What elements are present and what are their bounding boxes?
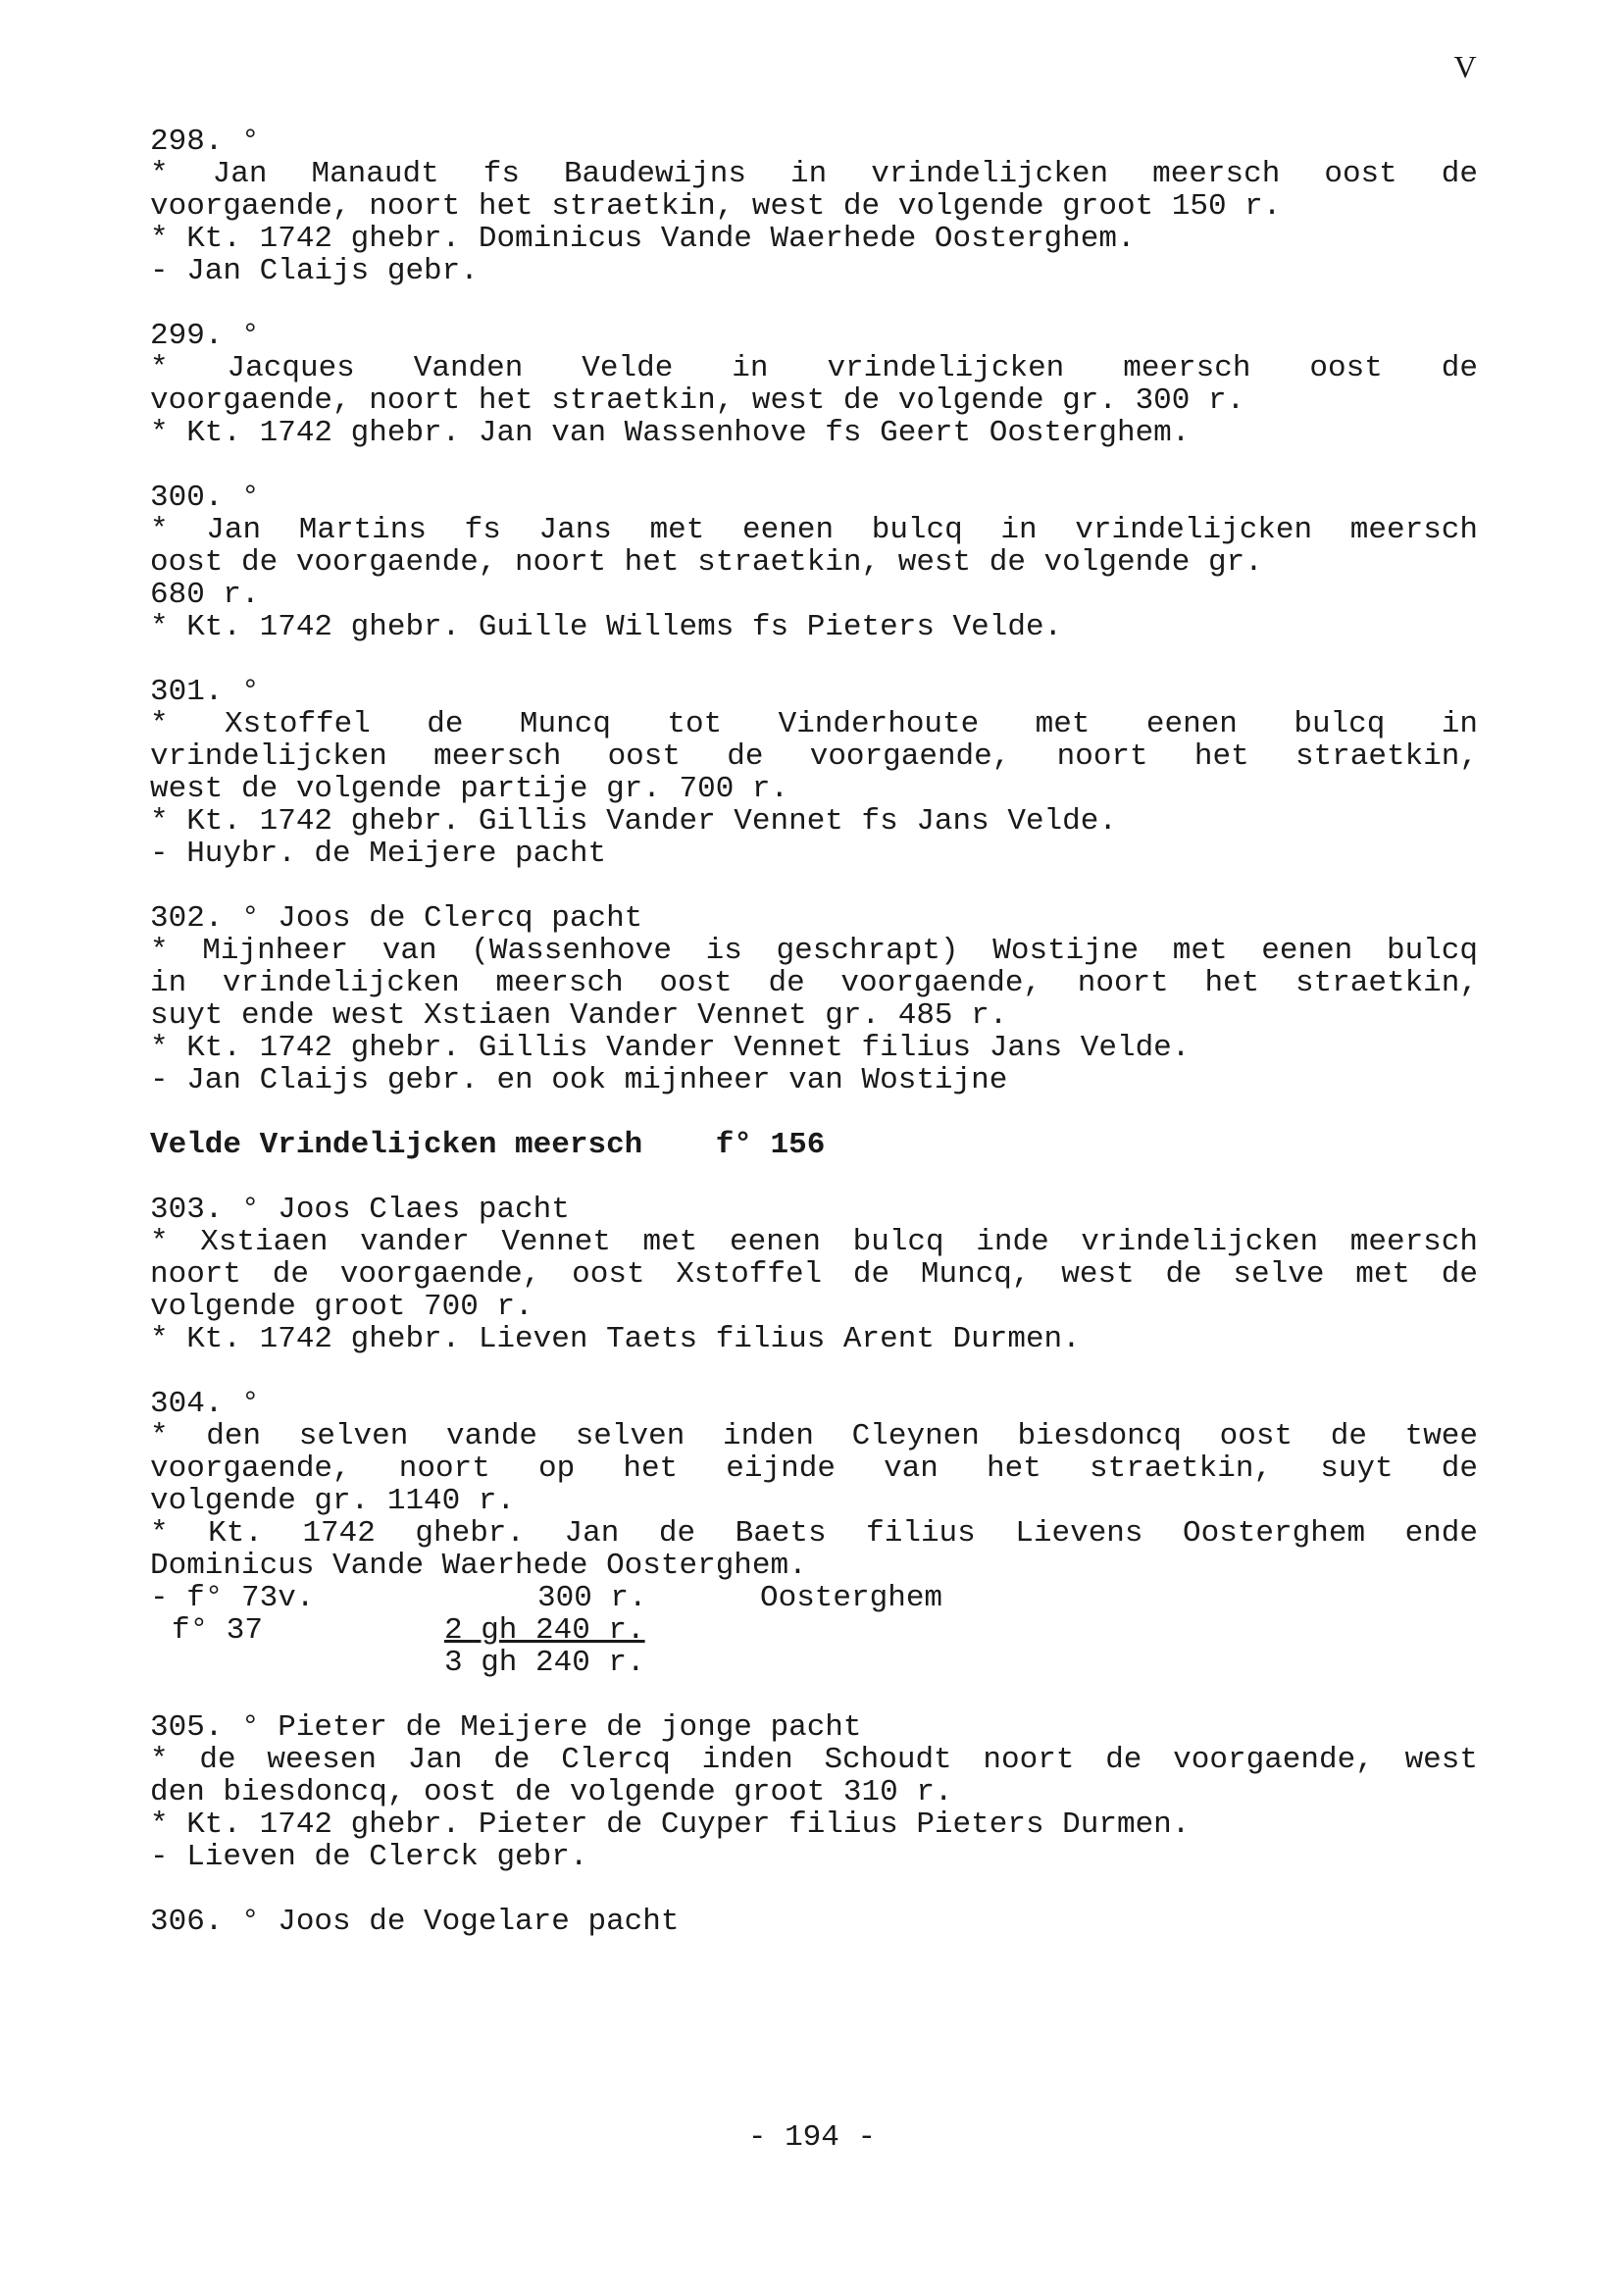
entry-line: * Kt. 1742 ghebr. Dominicus Vande Waerhede Oosterghem. xyxy=(150,222,1136,256)
entry-line: * Xstiaen vander Vennet met eenen bulcq inde vrindelijcken meersch xyxy=(150,1225,1478,1259)
tally-total: 3 gh 240 r. xyxy=(444,1646,645,1680)
entry-line: 298. ° xyxy=(150,125,260,159)
register-entry-e304 xyxy=(150,1388,1478,1679)
section-heading: Velde Vrindelijcken meersch f° 156 xyxy=(150,1128,826,1162)
tally-place: Oosterghem xyxy=(760,1581,943,1615)
register-entry-e299 xyxy=(150,320,1478,449)
entry-line: west de volgende partije gr. 700 r. xyxy=(150,772,789,806)
entry-line: * Xstoffel de Muncq tot Vinderhoute met eenen bulcq in xyxy=(150,707,1478,741)
entry-line: Dominicus Vande Waerhede Oosterghem. xyxy=(150,1549,807,1583)
entry-line: suyt ende west Xstiaen Vander Vennet gr. 485 r. xyxy=(150,998,1008,1033)
entry-line: 680 r. xyxy=(150,578,260,612)
entry-line: - Lieven de Clerck gebr. xyxy=(150,1840,588,1874)
entry-line: 302. ° Joos de Clercq pacht xyxy=(150,901,643,936)
tally-amount: 300 r. xyxy=(537,1581,647,1615)
entry-line: * Kt. 1742 ghebr. Pieter de Cuyper filius Pieters Durmen. xyxy=(150,1807,1191,1842)
entry-line: volgende gr. 1140 r. xyxy=(150,1484,516,1518)
entry-line: 305. ° Pieter de Meijere de jonge pacht xyxy=(150,1710,862,1745)
entry-line: den biesdoncq, oost de volgende groot 310 r. xyxy=(150,1775,953,1809)
entry-line: 299. ° xyxy=(150,319,260,353)
entry-line: * Kt. 1742 ghebr. Jan van Wassenhove fs Geert Oosterghem. xyxy=(150,416,1191,450)
entry-line: voorgaende, noort het straetkin, west de volgende gr. 300 r. xyxy=(150,383,1245,418)
entry-line: * Kt. 1742 ghebr. Guille Willems fs Pieters Velde. xyxy=(150,610,1063,644)
entry-line: - Jan Claijs gebr. en ook mijnheer van Wostijne xyxy=(150,1063,1008,1097)
entry-line: voorgaende, noort het straetkin, west de volgende groot 150 r. xyxy=(150,189,1282,224)
register-entry-e303 xyxy=(150,1194,1478,1355)
register-entry-e302 xyxy=(150,902,1478,1096)
entry-line: * Kt. 1742 ghebr. Gillis Vander Vennet filius Jans Velde. xyxy=(150,1031,1191,1065)
entry-line: oost de voorgaende, noort het straetkin, west de volgende gr. xyxy=(150,545,1263,580)
entry-line: 303. ° Joos Claes pacht xyxy=(150,1193,570,1227)
page-number: - 194 - xyxy=(747,2120,877,2155)
entry-line: vrindelijcken meersch oost de voorgaende, noort het straetkin, xyxy=(150,739,1478,774)
entry-line: volgende groot 700 r. xyxy=(150,1290,533,1324)
tally-amount: 2 gh 240 r. xyxy=(444,1613,645,1648)
register-entry-e306 xyxy=(150,1906,1478,1938)
entry-line: * Jan Martins fs Jans met eenen bulcq in vrindelijcken meersch xyxy=(150,513,1478,547)
entry-line: * Mijnheer van (Wassenhove is geschrapt) Wostijne met eenen bulcq xyxy=(150,934,1478,968)
entry-line: * Kt. 1742 ghebr. Gillis Vander Vennet fs Jans Velde. xyxy=(150,804,1117,839)
entry-line: * den selven vande selven inden Cleynen biesdoncq oost de twee xyxy=(150,1419,1478,1453)
entry-line: in vrindelijcken meersch oost de voorgaende, noort het straetkin, xyxy=(150,966,1478,1000)
entry-line: voorgaende, noort op het eijnde van het straetkin, suyt de xyxy=(150,1451,1478,1486)
entries-block-2 xyxy=(150,1194,1478,1938)
register-body xyxy=(150,126,1478,1970)
entry-line: * Jacques Vanden Velde in vrindelijcken meersch oost de xyxy=(150,351,1478,385)
entry-line: 304. ° xyxy=(150,1387,260,1421)
tally-folio: - f° 73v. xyxy=(150,1581,315,1615)
register-entry-e305 xyxy=(150,1711,1478,1873)
entry-line: 300. ° xyxy=(150,481,260,515)
register-entry-e300 xyxy=(150,482,1478,643)
entry-line: * Kt. 1742 ghebr. Lieven Taets filius Arent Durmen. xyxy=(150,1322,1081,1356)
tally-block xyxy=(150,1582,1478,1679)
corner-mark: V xyxy=(1453,49,1477,84)
entry-line: * de weesen Jan de Clercq inden Schoudt noort de voorgaende, west xyxy=(150,1743,1478,1777)
entries-block-1 xyxy=(150,126,1478,1096)
entry-line: noort de voorgaende, oost Xstoffel de Muncq, west de selve met de xyxy=(150,1257,1478,1292)
entry-line: 306. ° Joos de Vogelare pacht xyxy=(150,1905,680,1939)
entry-line: - Huybr. de Meijere pacht xyxy=(150,837,607,871)
entry-line: * Kt. 1742 ghebr. Jan de Baets filius Lievens Oosterghem ende xyxy=(150,1516,1478,1551)
register-entry-e298 xyxy=(150,126,1478,287)
entry-line: 301. ° xyxy=(150,675,260,709)
register-entry-e301 xyxy=(150,676,1478,870)
entry-line: - Jan Claijs gebr. xyxy=(150,254,479,288)
entry-line: * Jan Manaudt fs Baudewijns in vrindelijcken meersch oost de xyxy=(150,157,1478,191)
tally-folio: f° 37 xyxy=(172,1613,264,1648)
